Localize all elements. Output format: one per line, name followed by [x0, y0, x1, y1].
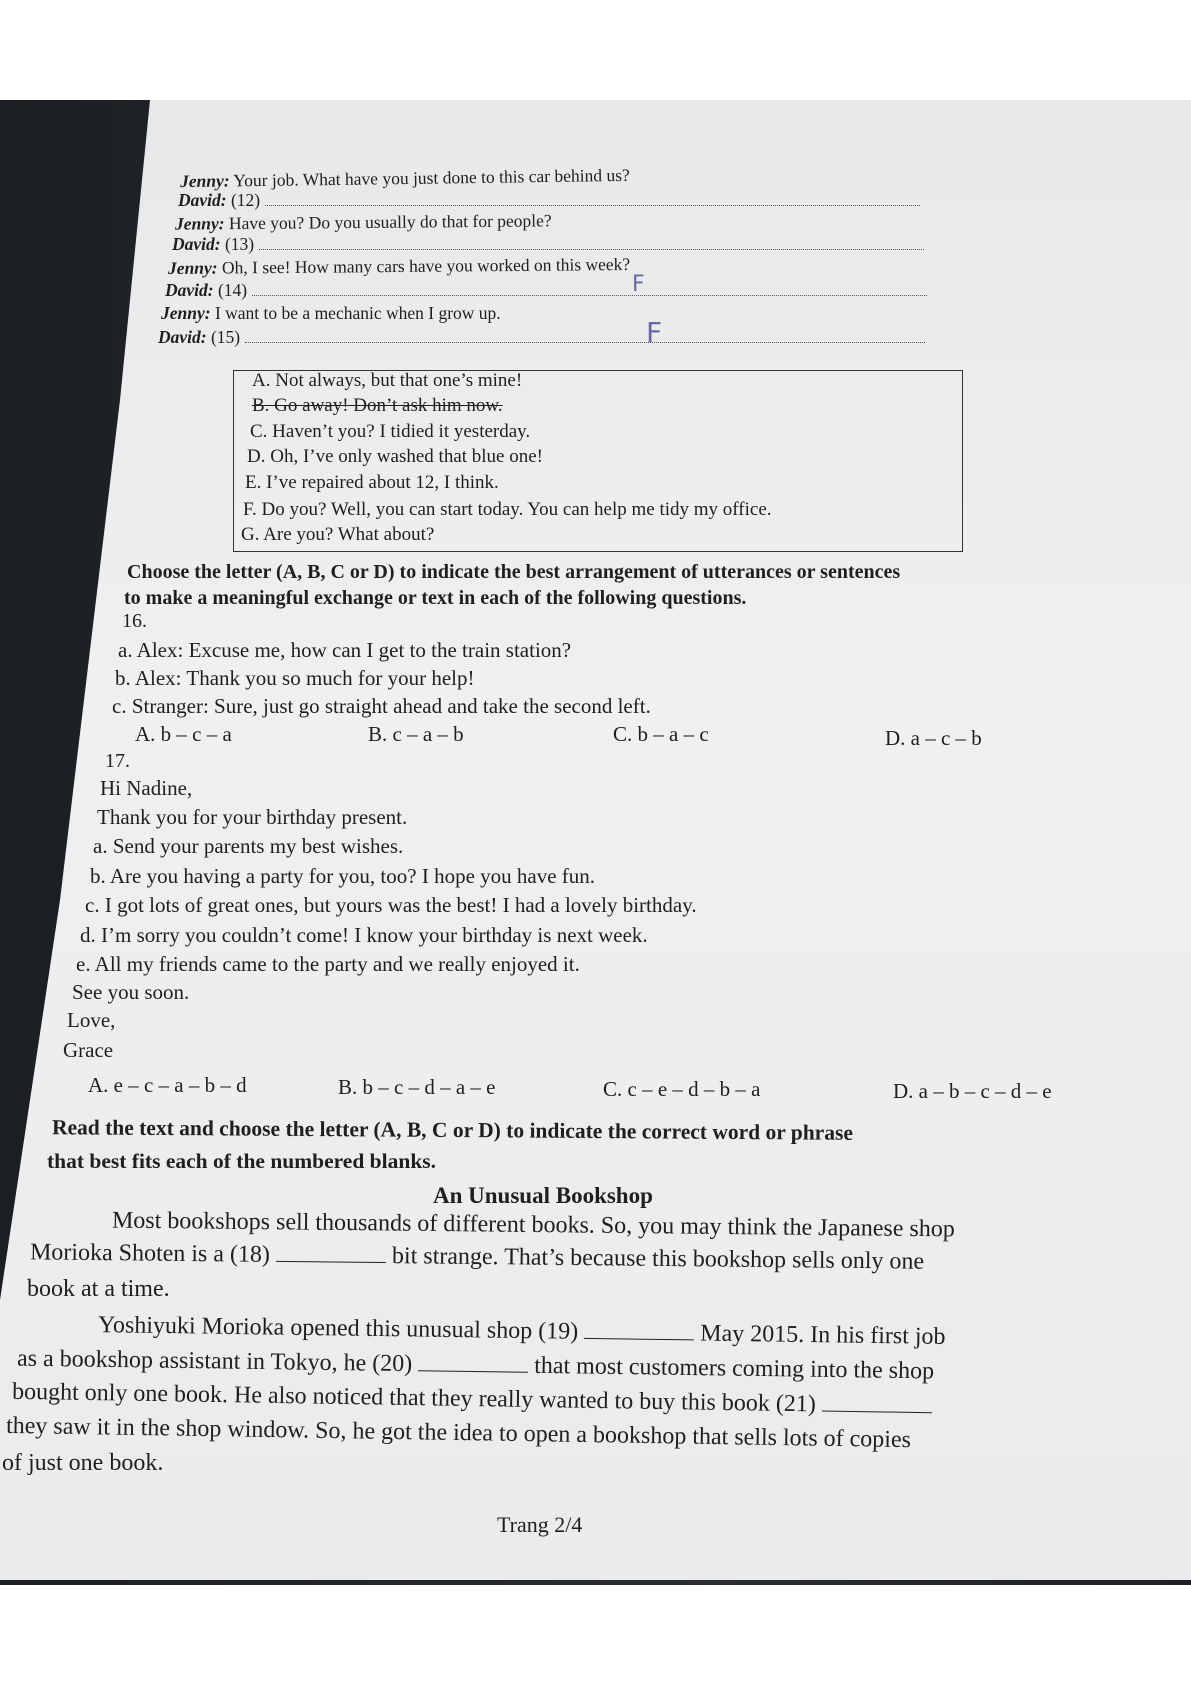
question-number: 16.: [122, 610, 147, 632]
answer-option[interactable]: B. c – a – b: [368, 722, 464, 746]
dialogue-line-3: [175, 210, 552, 234]
dialogue-text: I want to be a mechanic when I grow up.: [210, 303, 501, 323]
passage-text: bit strange. That’s because this bookshop sells only one: [391, 1243, 925, 1275]
answer-option[interactable]: D. a – b – c – d – e: [893, 1079, 1052, 1103]
speaker: David:: [178, 190, 227, 210]
dialogue-line-5: [168, 254, 630, 279]
q16-line-b: b. Alex: Thank you so much for your help!: [115, 666, 475, 690]
speaker: Jenny:: [161, 303, 211, 323]
option-f: F. Do you? Well, you can start today. You can help me tidy my office.: [243, 499, 772, 520]
blank-19[interactable]: [584, 1320, 694, 1341]
speaker: Jenny:: [174, 213, 225, 234]
option-b: B. Go away! Don’t ask him now.: [252, 395, 503, 416]
answer-blank: [245, 330, 925, 343]
q17-line: e. All my friends came to the party and we really enjoyed it.: [76, 952, 580, 976]
question-number: 17.: [105, 750, 130, 772]
passage-text: bought only one book. He also noticed that they really wanted to buy this book (21): [11, 1378, 817, 1418]
q17-line: Thank you for your birthday present.: [97, 805, 408, 829]
answer-option[interactable]: B. b – c – d – a – e: [338, 1075, 496, 1099]
passage-text: Morioka Shoten is a (18): [29, 1239, 271, 1268]
answer-blank: [252, 283, 927, 296]
handwritten-mark: F: [646, 316, 663, 349]
handwritten-mark: F: [632, 272, 645, 297]
blank-20[interactable]: [418, 1352, 528, 1373]
page-number: Trang 2/4: [497, 1512, 583, 1537]
answer-option[interactable]: A. b – c – a: [135, 722, 232, 746]
q17-line: Hi Nadine,: [100, 776, 193, 800]
option-g: G. Are you? What about?: [241, 524, 435, 545]
q16-line-c: c. Stranger: Sure, just go straight ahead and take the second left.: [112, 694, 651, 718]
q17-line: Grace: [63, 1038, 114, 1062]
q17-line: d. I’m sorry you couldn’t come! I know your birthday is next week.: [80, 923, 648, 947]
passage-text: as a bookshop assistant in Tokyo, he (20): [16, 1345, 413, 1378]
dialogue-line-7: [161, 303, 501, 324]
q17-line: See you soon.: [72, 980, 190, 1004]
option-a: A. Not always, but that one’s mine!: [252, 370, 523, 391]
passage-text: that most customers coming into the shop: [533, 1352, 935, 1385]
answer-option[interactable]: A. e – c – a – b – d: [88, 1073, 247, 1097]
speaker: Jenny:: [167, 257, 218, 279]
dialogue-text: Have you? Do you usually do that for people?: [224, 210, 552, 234]
answer-option[interactable]: D. a – c – b: [885, 726, 982, 750]
passage-text: they saw it in the shop window. So, he got the idea to open a bookshop that sells lots of copies: [5, 1412, 912, 1454]
blank-21[interactable]: [822, 1392, 932, 1413]
passage-line: [27, 1276, 170, 1303]
passage-line: [2, 1450, 163, 1477]
q17-line: Love,: [67, 1008, 116, 1032]
dialogue-line-4: [172, 234, 924, 255]
answer-blank: [259, 237, 924, 250]
passage-text: May 2015. In his first job: [700, 1320, 946, 1350]
passage-text: Yoshiyuki Morioka opened this unusual shop (19): [97, 1312, 579, 1345]
dialogue-line-6: [165, 280, 927, 301]
q16-line-a: a. Alex: Excuse me, how can I get to the train station?: [118, 638, 572, 662]
dialogue-text: (15): [206, 327, 241, 347]
dialogue-text: (12): [226, 190, 261, 210]
speaker: David:: [172, 234, 221, 254]
option-c: C. Haven’t you? I tidied it yesterday.: [250, 421, 531, 442]
passage-title: An Unusual Bookshop: [433, 1183, 653, 1208]
q17-line: a. Send your parents my best wishes.: [93, 834, 404, 858]
q17-line: b. Are you having a party for you, too? I hope you have fun.: [90, 864, 596, 888]
option-d: D. Oh, I’ve only washed that blue one!: [247, 446, 544, 467]
passage-text: book at a time.: [27, 1276, 170, 1302]
answer-blank: [265, 193, 920, 206]
dialogue-text: (14): [213, 280, 248, 300]
option-e: E. I’ve repaired about 12, I think.: [245, 472, 499, 493]
dialogue-text: (13): [220, 234, 255, 254]
dialogue-text: Your job. What have you just done to this car behind us?: [229, 164, 630, 191]
passage-text: Most bookshops sell thousands of different books. So, you may think the Japanese shop: [111, 1207, 955, 1243]
speaker: David:: [165, 280, 214, 300]
q17-line: c. I got lots of great ones, but yours was the best! I had a lovely birthday.: [85, 893, 697, 917]
arrange-instruction-1: Choose the letter (A, B, C or D) to indicate the best arrangement of utterances or sentences: [127, 561, 901, 583]
answer-option[interactable]: C. b – a – c: [613, 722, 709, 746]
dialogue-line-2: [178, 190, 920, 211]
answer-option[interactable]: C. c – e – d – b – a: [603, 1077, 761, 1101]
reading-instruction-1: Read the text and choose the letter (A, B, C or D) to indicate the correct word or phrase: [51, 1115, 853, 1145]
dialogue-text: Oh, I see! How many cars have you worked on this week?: [217, 253, 631, 278]
blank-18[interactable]: [276, 1243, 386, 1263]
passage-text: of just one book.: [2, 1450, 164, 1476]
speaker: Jenny:: [179, 170, 230, 192]
reading-instruction-2: that best fits each of the numbered blanks.: [47, 1149, 437, 1173]
arrange-instruction-2: to make a meaningful exchange or text in each of the following questions.: [124, 587, 747, 609]
dialogue-line-8: [158, 327, 925, 348]
speaker: David:: [158, 327, 207, 347]
